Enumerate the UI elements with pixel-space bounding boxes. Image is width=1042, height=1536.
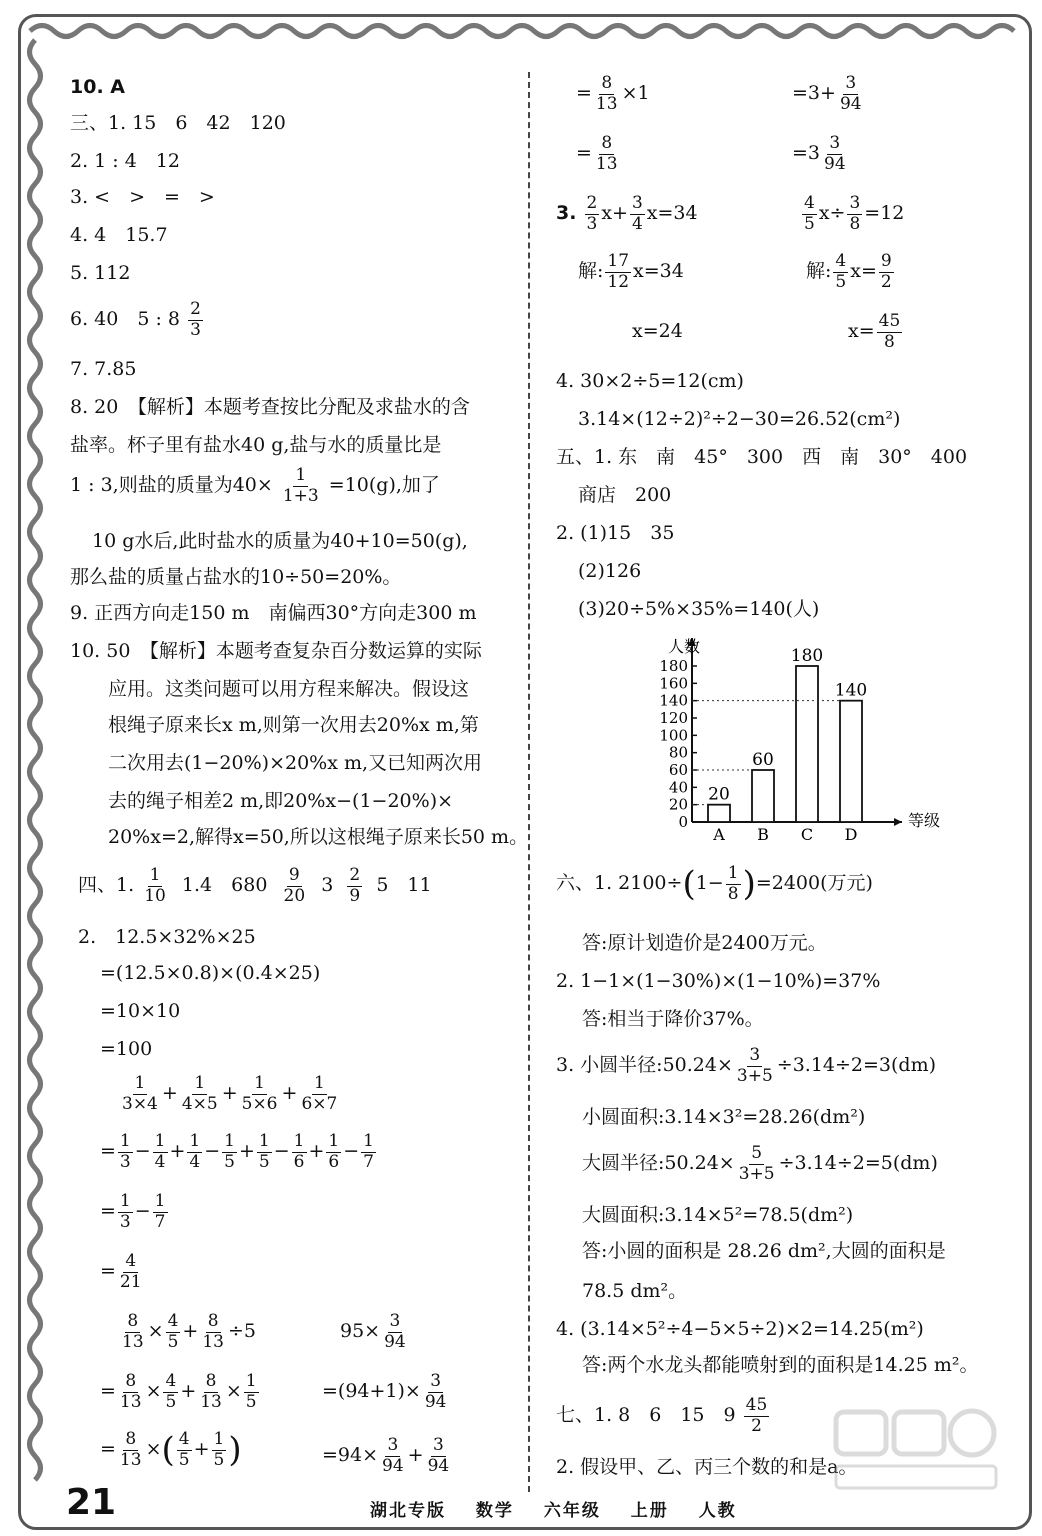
answer-line: 小圆面积:3.14×3²=28.26(dm²) [582,1106,866,1128]
expression-line: =3+ $\frac{3}{94}$ [792,73,862,114]
answer-line: 4. (3.14×5²÷4−5×5÷2)×2=14.25(m²) [556,1318,924,1340]
fraction: $\frac{1}{10}$ [144,865,166,906]
expression-line: =(94+1)× $\frac{3}{94}$ [322,1371,447,1412]
expression-line: =3 $\frac{3}{94}$ [792,133,846,174]
answer-line: 五、1. 东 南 45° 300 西 南 30° 400 [556,446,968,468]
answer-line: 4. 4 15.7 [70,224,168,246]
answer-line: 3.14×(12÷2)²÷2−30=26.52(cm²) [578,408,901,430]
bar-value-label: 140 [834,680,868,701]
answer-line: 6. 40 5 : 8 $\frac{2}{3}$ [70,299,201,340]
answer-line: 10. A [70,76,125,98]
y-tick-label: 100 [659,726,688,745]
x-tick-label: B [757,825,769,844]
answer-line: 20%x=2,解得x=50,所以这根绳子原来长50 m。 [108,826,529,848]
bar [796,666,818,822]
expression-line: = $\frac{8}{13}$ ×( $\frac{4}{5}$ + $\frac{1}{5}$ ) [100,1429,242,1471]
answer-line: 答:相当于降价37%。 [582,1008,764,1030]
answer-line: 4. 30×2÷5=12(cm) [556,370,744,392]
answer-line: 答:两个水龙头都能喷射到的面积是14.25 m²。 [582,1354,979,1376]
answer-line: 四、1. $\frac{1}{10}$ 1.4 680 $\frac{9}{20}$ 3 $\frac{2}{9}$ 5 11 [78,865,432,906]
answer-line: 1 : 3,则盐的质量为40× $\frac{1}{1+3}$ =10(g),加了 [70,465,440,506]
answer-line: 七、1. 8 6 15 9 $\frac{45}{2}$ [556,1395,768,1436]
answer-line: 那么盐的质量占盐水的10÷50=20%。 [70,566,402,588]
answer-line: 2. 1−1×(1−30%)×(1−10%)=37% [556,970,881,992]
column-divider [528,72,530,1492]
answer-line: =(12.5×0.8)×(0.4×25) [100,962,321,984]
wavy-border-left [24,40,46,1480]
expression-line: $\frac{4}{5}$ x÷ $\frac{3}{8}$ =12 [804,193,905,234]
answer-line: (3)20÷5%×35%=140(人) [578,598,820,620]
bar [840,701,862,822]
answer-line: 应用。这类问题可以用方程来解决。假设这 [108,678,470,700]
expression-line: = $\frac{8}{13}$ × $\frac{4}{5}$ + $\frac{8}{13}$ × $\frac{1}{5}$ [100,1371,257,1412]
expression-line: = $\frac{1}{3}$ − $\frac{1}{4}$ + $\frac{1}{4}$ − $\frac{1}{5}$ + $\frac{1}{5}$ − $\frac{1}{6}$ + $\frac{1}{6}$ − $\frac{1}{7}$ [100,1131,374,1172]
answer-line: 2. 12.5×32%×25 [78,926,256,948]
answer-line: 10 g水后,此时盐水的质量为40+10=50(g), [92,530,468,552]
answer-line: 三、1. 15 6 42 120 [70,112,286,134]
bar [708,805,730,822]
wavy-border-top [30,20,1020,42]
answer-line: 7. 7.85 [70,358,137,380]
answer-line: (2)126 [578,560,642,582]
expression-line: =94× $\frac{3}{94}$ + $\frac{3}{94}$ [322,1435,450,1476]
y-tick-label: 0 [678,813,688,831]
x-axis-arrow [894,818,902,826]
answer-line: 答:原计划造价是2400万元。 [582,932,827,954]
answer-line: =10×10 [100,1000,181,1022]
expression-line: 解: $\frac{17}{12}$ x=34 [578,251,684,292]
page-number: 21 [66,1482,117,1523]
fraction: $\frac{9}{20}$ [283,865,306,906]
y-tick-label: 180 [659,657,688,675]
fraction: $\frac{1}{1+3}$ [282,465,319,506]
bar-value-label: 180 [790,646,824,666]
fraction: $\frac{2}{9}$ [349,865,361,906]
expression-line: x=24 [632,320,683,342]
answer-line: 2. (1)15 35 [556,522,675,544]
answer-line: 二次用去(1−20%)×20%x m,又已知两次用 [108,752,483,774]
x-axis-label: 等级 [908,811,941,830]
expression-line: = $\frac{8}{13}$ ×1 [576,73,650,114]
bar-chart [640,628,941,844]
expression-line: x= $\frac{45}{8}$ [848,311,901,352]
bar [752,770,774,822]
y-axis-label: 人数 [668,637,701,656]
y-tick-label: 20 [668,795,688,814]
footer-info: 湖北专版 数学 六年级 上册 人教 [370,1501,737,1521]
answer-line: 2. 假设甲、乙、丙三个数的和是a。 [556,1456,858,1478]
y-tick-label: 80 [668,743,688,762]
bar-value-label: 20 [708,784,730,805]
expression-line: 95× $\frac{3}{94}$ [340,1311,406,1352]
answer-line: =100 [100,1038,153,1060]
expression-line: 解: $\frac{4}{5}$ x= $\frac{9}{2}$ [806,251,892,292]
x-tick-label: A [713,825,725,844]
answer-line: 商店 200 [578,484,672,506]
expression-line: = $\frac{8}{13}$ [576,133,618,174]
answer-line: 8. 20 【解析】本题考查按比分配及求盐水的含 [70,396,470,418]
expression-line: $\frac{1}{3\times 4}$ + $\frac{1}{4\times 5}$ + $\frac{1}{5\times 6}$ + $\frac{1}{6\times 7}$ [122,1073,338,1114]
expression-line: = $\frac{1}{3}$ − $\frac{1}{7}$ [100,1191,166,1232]
watermark-logo [832,1406,1002,1496]
answer-line: 9. 正西方向走150 m 南偏西30°方向走300 m [70,602,477,624]
answer-line: 根绳子原来长x m,则第一次用去20%x m,第 [108,714,479,736]
fraction: $\frac{2}{3}$ [190,299,201,340]
expression-line: = $\frac{4}{21}$ [100,1251,142,1292]
answer-line: 大圆面积:3.14×5²=78.5(dm²) [582,1204,854,1226]
answer-line: 2. 1 : 4 12 [70,150,181,172]
answer-line: 盐率。杯子里有盐水40 g,盐与水的质量比是 [70,434,442,456]
answer-line: 5. 112 [70,262,131,284]
y-tick-label: 40 [668,778,688,797]
x-tick-label: D [844,825,858,844]
answer-line: 3. 小圆半径:50.24× $\frac{3}{3+5}$ ÷3.14÷2=3(dm) [556,1045,937,1086]
answer-line: 六、1. 2100÷(1− $\frac{1}{8}$ )=2400(万元) [556,863,873,905]
y-tick-label: 60 [668,761,688,779]
bar-value-label: 60 [752,750,774,770]
answer-line: 去的绳子相差2 m,即20%x−(1−20%)× [108,790,454,812]
answer-line: 答:小圆的面积是 28.26 dm²,大圆的面积是 [582,1240,946,1262]
x-tick-label: C [800,825,814,844]
answer-line: 3. < > = > [70,186,215,208]
answer-line: 10. 50 【解析】本题考查复杂百分数运算的实际 [70,640,482,662]
expression-line: 3. $\frac{2}{3}$ x+ $\frac{3}{4}$ x=34 [556,193,698,234]
answer-line: 78.5 dm²。 [582,1280,688,1302]
y-tick-label: 160 [659,674,688,693]
answer-line: 大圆半径:50.24× $\frac{5}{3+5}$ ÷3.14÷2=5(dm) [582,1143,938,1184]
expression-line: $\frac{8}{13}$ × $\frac{4}{5}$ + $\frac{8}{13}$ ÷5 [122,1311,256,1352]
y-tick-label: 140 [659,691,688,710]
y-tick-label: 120 [659,709,688,727]
